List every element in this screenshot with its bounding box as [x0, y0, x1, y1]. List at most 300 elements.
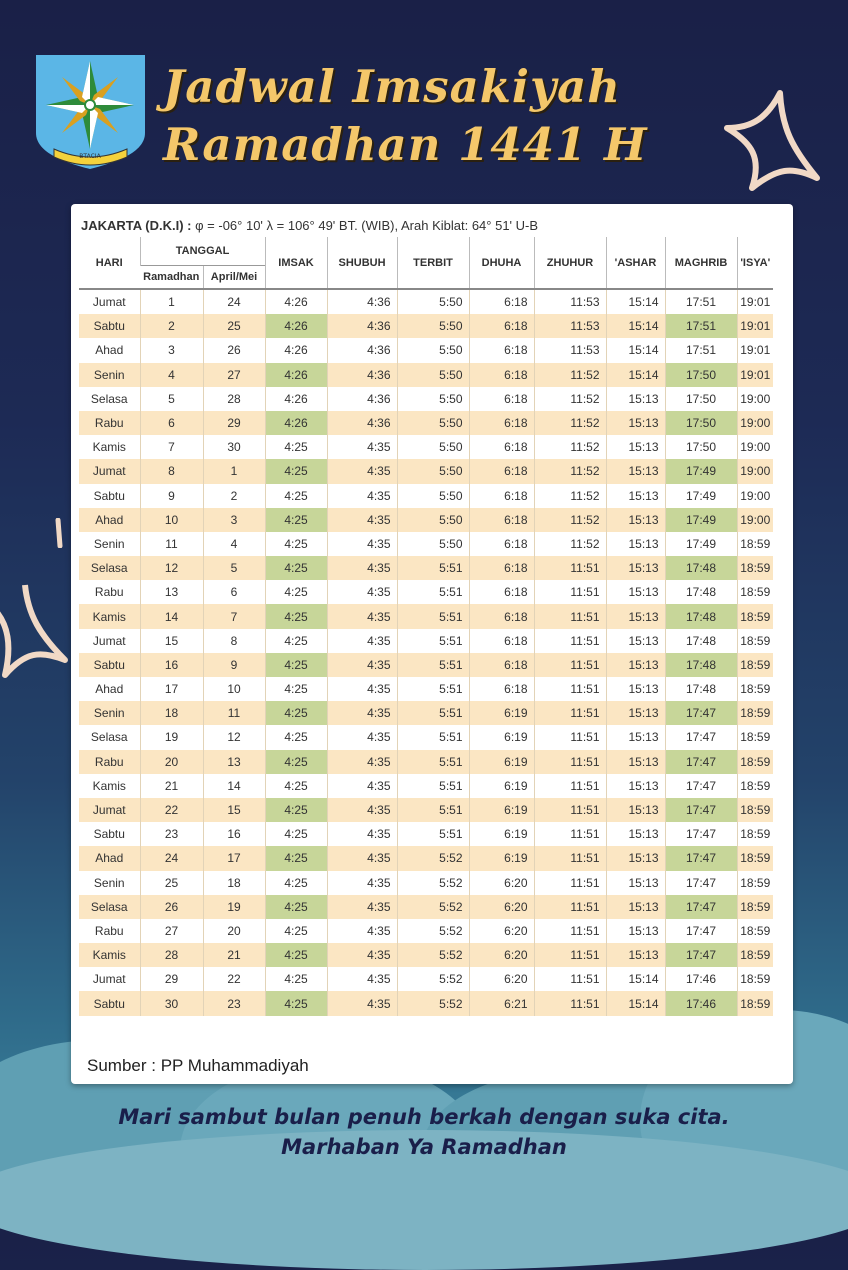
cell-april-mei: 6 — [203, 580, 265, 604]
cell-isya: 19:01 — [737, 338, 773, 362]
cell-shubuh: 4:35 — [327, 677, 397, 701]
header-tanggal: TANGGAL — [140, 237, 265, 266]
cell-dhuha: 6:18 — [469, 411, 534, 435]
cell-april-mei: 9 — [203, 653, 265, 677]
cell-zhuhur: 11:53 — [534, 314, 606, 338]
footer-line-2: Marhaban Ya Ramadhan — [281, 1135, 567, 1159]
cell-zhuhur: 11:52 — [534, 435, 606, 459]
cell-imsak: 4:25 — [265, 532, 327, 556]
cell-zhuhur: 11:52 — [534, 411, 606, 435]
cell-isya: 18:59 — [737, 822, 773, 846]
cell-april-mei: 1 — [203, 459, 265, 483]
cell-dhuha: 6:18 — [469, 484, 534, 508]
table-row — [79, 725, 773, 749]
cell-shubuh: 4:36 — [327, 289, 397, 314]
cell-terbit: 5:50 — [397, 435, 469, 459]
cell-shubuh: 4:35 — [327, 725, 397, 749]
cell-ashar: 15:13 — [606, 701, 665, 725]
cell-terbit: 5:52 — [397, 919, 469, 943]
cell-april-mei: 18 — [203, 871, 265, 895]
cell-imsak: 4:25 — [265, 580, 327, 604]
cell-terbit: 5:50 — [397, 338, 469, 362]
cell-shubuh: 4:35 — [327, 919, 397, 943]
cell-imsak: 4:25 — [265, 967, 327, 991]
cell-april-mei: 28 — [203, 387, 265, 411]
cell-ramadhan: 11 — [140, 532, 203, 556]
cell-imsak: 4:25 — [265, 653, 327, 677]
cell-shubuh: 4:35 — [327, 653, 397, 677]
cell-dhuha: 6:18 — [469, 532, 534, 556]
cell-isya: 18:59 — [737, 725, 773, 749]
cell-ramadhan: 29 — [140, 967, 203, 991]
table-row — [79, 846, 773, 870]
cell-april-mei: 20 — [203, 919, 265, 943]
page-title — [163, 58, 763, 174]
cell-hari: Ahad — [79, 846, 140, 870]
cell-terbit: 5:50 — [397, 363, 469, 387]
cell-shubuh: 4:35 — [327, 532, 397, 556]
cell-ashar: 15:13 — [606, 943, 665, 967]
cell-zhuhur: 11:52 — [534, 363, 606, 387]
table-row — [79, 871, 773, 895]
cell-ashar: 15:13 — [606, 508, 665, 532]
cell-dhuha: 6:18 — [469, 653, 534, 677]
cell-hari: Jumat — [92, 295, 126, 310]
cell-hari: Selasa — [79, 895, 140, 919]
cell-ramadhan: 28 — [140, 943, 203, 967]
cell-ramadhan: 6 — [140, 411, 203, 435]
cell-maghrib: 17:48 — [665, 653, 737, 677]
cell-april-mei: 30 — [203, 435, 265, 459]
title-line-2: Ramadhan 1441 H — [163, 118, 648, 171]
cell-ashar: 15:13 — [606, 435, 665, 459]
cell-ashar: 15:13 — [606, 532, 665, 556]
cell-april-mei: 11 — [203, 701, 265, 725]
cell-dhuha: 6:19 — [469, 750, 534, 774]
cell-isya: 19:00 — [737, 484, 773, 508]
cell-imsak: 4:25 — [265, 604, 327, 628]
cell-shubuh: 4:35 — [327, 774, 397, 798]
cell-ashar: 15:13 — [606, 387, 665, 411]
cell-terbit: 5:50 — [397, 289, 469, 314]
cell-imsak: 4:25 — [265, 774, 327, 798]
table-row — [79, 750, 773, 774]
location-details: φ = -06° 10' λ = 106° 49' BT. (WIB), Arah Kiblat: 64° 51' U-B — [195, 218, 539, 233]
cell-april-mei: 15 — [203, 798, 265, 822]
cell-maghrib: 17:49 — [665, 459, 737, 483]
cell-ramadhan: 13 — [140, 580, 203, 604]
cell-dhuha: 6:20 — [469, 895, 534, 919]
cell-maghrib: 17:47 — [665, 701, 737, 725]
cell-isya: 18:59 — [737, 580, 773, 604]
cell-isya: 18:59 — [737, 798, 773, 822]
cell-zhuhur: 11:51 — [534, 725, 606, 749]
table-row — [79, 774, 773, 798]
cell-hari: Ahad — [79, 508, 140, 532]
cell-shubuh: 4:35 — [327, 556, 397, 580]
cell-ashar: 15:13 — [606, 556, 665, 580]
cell-ramadhan: 21 — [140, 774, 203, 798]
cell-zhuhur: 11:51 — [534, 919, 606, 943]
cell-april-mei: 26 — [203, 338, 265, 362]
cell-hari: Rabu — [94, 923, 124, 938]
cell-shubuh: 4:35 — [327, 846, 397, 870]
cell-maghrib: 17:47 — [665, 798, 737, 822]
cell-april-mei: 12 — [203, 725, 265, 749]
cell-isya: 18:59 — [737, 991, 773, 1015]
cell-dhuha: 6:19 — [469, 798, 534, 822]
cell-hari: Selasa — [90, 391, 128, 406]
cell-imsak: 4:25 — [265, 991, 327, 1015]
header-isya: 'ISYA' — [737, 237, 773, 289]
cell-isya: 18:59 — [737, 701, 773, 725]
cell-maghrib: 17:46 — [665, 967, 737, 991]
cell-april-mei: 2 — [203, 484, 265, 508]
source-note: Sumber : PP Muhammadiyah — [87, 1056, 309, 1075]
cell-zhuhur: 11:52 — [534, 459, 606, 483]
cell-imsak: 4:25 — [265, 435, 327, 459]
cell-imsak: 4:25 — [265, 508, 327, 532]
cell-isya: 19:01 — [737, 314, 773, 338]
cell-maghrib: 17:47 — [665, 943, 737, 967]
cell-terbit: 5:52 — [397, 991, 469, 1015]
cell-isya: 18:59 — [737, 895, 773, 919]
cell-april-mei: 25 — [203, 314, 265, 338]
cell-zhuhur: 11:51 — [534, 580, 606, 604]
cell-april-mei: 19 — [203, 895, 265, 919]
cell-dhuha: 6:19 — [469, 774, 534, 798]
cell-dhuha: 6:19 — [469, 725, 534, 749]
cell-hari: Sabtu — [93, 827, 125, 842]
cell-terbit: 5:51 — [397, 701, 469, 725]
cell-april-mei: 22 — [203, 967, 265, 991]
table-row — [79, 629, 773, 653]
cell-isya: 19:01 — [737, 363, 773, 387]
cell-zhuhur: 11:51 — [534, 701, 606, 725]
cell-terbit: 5:50 — [397, 459, 469, 483]
cell-imsak: 4:25 — [265, 846, 327, 870]
cell-hari: Ahad — [95, 343, 124, 358]
cell-maghrib: 17:47 — [665, 822, 737, 846]
cell-zhuhur: 11:51 — [534, 677, 606, 701]
cell-dhuha: 6:18 — [469, 508, 534, 532]
cell-zhuhur: 11:51 — [534, 895, 606, 919]
cell-maghrib: 17:50 — [665, 387, 737, 411]
cell-april-mei: 27 — [203, 363, 265, 387]
cell-ashar: 15:14 — [606, 967, 665, 991]
title-line-1: Jadwal Imsakiyah — [163, 60, 622, 113]
cell-hari: Ahad — [95, 682, 124, 697]
cell-imsak: 4:25 — [265, 895, 327, 919]
cell-april-mei: 3 — [203, 508, 265, 532]
cell-zhuhur: 11:51 — [534, 991, 606, 1015]
header-imsak: IMSAK — [265, 237, 327, 289]
cell-hari: Rabu — [94, 585, 124, 600]
cell-ashar: 15:13 — [606, 919, 665, 943]
cell-imsak: 4:25 — [265, 629, 327, 653]
cell-zhuhur: 11:52 — [534, 532, 606, 556]
cell-hari: Rabu — [79, 750, 140, 774]
cell-shubuh: 4:36 — [327, 314, 397, 338]
header-maghrib: MAGHRIB — [665, 237, 737, 289]
cell-dhuha: 6:20 — [469, 967, 534, 991]
cell-hari: Sabtu — [79, 314, 140, 338]
cell-zhuhur: 11:51 — [534, 750, 606, 774]
cell-isya: 18:59 — [737, 677, 773, 701]
footer-line-1: Mari sambut bulan penuh berkah dengan suka cita. — [118, 1105, 730, 1129]
cell-april-mei: 23 — [203, 991, 265, 1015]
cell-hari: Kamis — [79, 604, 140, 628]
cell-zhuhur: 11:51 — [534, 774, 606, 798]
table-row — [79, 289, 773, 314]
cell-april-mei: 5 — [203, 556, 265, 580]
cell-dhuha: 6:18 — [469, 338, 534, 362]
cell-april-mei: 8 — [203, 629, 265, 653]
cell-ramadhan: 22 — [140, 798, 203, 822]
cell-hari: Senin — [93, 536, 125, 551]
cell-dhuha: 6:18 — [469, 289, 534, 314]
cell-zhuhur: 11:51 — [534, 556, 606, 580]
cell-ramadhan: 17 — [140, 677, 203, 701]
cell-maghrib: 17:46 — [665, 991, 737, 1015]
cell-hari: Jumat — [79, 798, 140, 822]
cell-shubuh: 4:35 — [327, 943, 397, 967]
cell-imsak: 4:26 — [265, 363, 327, 387]
cell-isya: 19:00 — [737, 411, 773, 435]
table-row — [79, 459, 773, 483]
table-row — [79, 822, 773, 846]
cell-maghrib: 17:49 — [665, 532, 737, 556]
cell-ramadhan: 26 — [140, 895, 203, 919]
cell-isya: 18:59 — [737, 943, 773, 967]
cell-hari: Sabtu — [79, 653, 140, 677]
cell-shubuh: 4:36 — [327, 363, 397, 387]
cell-ramadhan: 8 — [140, 459, 203, 483]
cell-ramadhan: 10 — [140, 508, 203, 532]
cell-dhuha: 6:18 — [469, 629, 534, 653]
cell-shubuh: 4:35 — [327, 459, 397, 483]
cell-ramadhan: 1 — [140, 289, 203, 314]
table-row — [79, 508, 773, 532]
cell-ashar: 15:14 — [606, 363, 665, 387]
cell-imsak: 4:26 — [265, 289, 327, 314]
schedule-body — [79, 289, 773, 1016]
cell-ramadhan: 4 — [140, 363, 203, 387]
cell-terbit: 5:51 — [397, 556, 469, 580]
cell-isya: 18:59 — [737, 750, 773, 774]
table-row — [79, 532, 773, 556]
cell-isya: 19:00 — [737, 435, 773, 459]
cell-dhuha: 6:20 — [469, 871, 534, 895]
cell-dhuha: 6:18 — [469, 604, 534, 628]
cell-imsak: 4:25 — [265, 459, 327, 483]
sparkle-icon — [0, 580, 70, 680]
cell-ramadhan: 9 — [140, 484, 203, 508]
cell-hari: Selasa — [90, 730, 128, 745]
cell-maghrib: 17:51 — [665, 338, 737, 362]
cell-dhuha: 6:19 — [469, 846, 534, 870]
cell-imsak: 4:26 — [265, 338, 327, 362]
cell-ramadhan: 18 — [140, 701, 203, 725]
cell-maghrib: 17:50 — [665, 411, 737, 435]
cell-ashar: 15:13 — [606, 653, 665, 677]
cell-ashar: 15:13 — [606, 822, 665, 846]
cell-ashar: 15:13 — [606, 411, 665, 435]
cell-shubuh: 4:35 — [327, 991, 397, 1015]
cell-dhuha: 6:18 — [469, 363, 534, 387]
cell-ashar: 15:14 — [606, 991, 665, 1015]
cell-maghrib: 17:47 — [665, 725, 737, 749]
cell-maghrib: 17:47 — [665, 846, 737, 870]
cell-terbit: 5:50 — [397, 314, 469, 338]
table-row — [79, 604, 773, 628]
cell-shubuh: 4:35 — [327, 629, 397, 653]
cell-ramadhan: 2 — [140, 314, 203, 338]
cell-shubuh: 4:35 — [327, 895, 397, 919]
cell-terbit: 5:51 — [397, 677, 469, 701]
cell-terbit: 5:51 — [397, 580, 469, 604]
cell-ashar: 15:13 — [606, 725, 665, 749]
cell-zhuhur: 11:51 — [534, 822, 606, 846]
cell-maghrib: 17:50 — [665, 435, 737, 459]
cell-isya: 18:59 — [737, 653, 773, 677]
cell-maghrib: 17:47 — [665, 774, 737, 798]
cell-april-mei: 13 — [203, 750, 265, 774]
cell-ashar: 15:13 — [606, 750, 665, 774]
cell-terbit: 5:51 — [397, 653, 469, 677]
table-row — [79, 701, 773, 725]
cell-imsak: 4:25 — [265, 677, 327, 701]
cell-shubuh: 4:36 — [327, 338, 397, 362]
cell-ashar: 15:13 — [606, 484, 665, 508]
cell-imsak: 4:25 — [265, 556, 327, 580]
cell-terbit: 5:51 — [397, 629, 469, 653]
cell-dhuha: 6:19 — [469, 701, 534, 725]
cell-imsak: 4:26 — [265, 411, 327, 435]
cell-shubuh: 4:35 — [327, 484, 397, 508]
cell-ramadhan: 24 — [140, 846, 203, 870]
cell-hari: Kamis — [92, 778, 126, 793]
table-row — [79, 798, 773, 822]
cell-ashar: 15:13 — [606, 798, 665, 822]
cell-hari: Senin — [93, 875, 125, 890]
cell-imsak: 4:25 — [265, 943, 327, 967]
cell-hari: Sabtu — [93, 488, 125, 503]
cell-terbit: 5:52 — [397, 895, 469, 919]
cell-maghrib: 17:47 — [665, 895, 737, 919]
cell-isya: 18:59 — [737, 556, 773, 580]
cell-dhuha: 6:19 — [469, 822, 534, 846]
cell-zhuhur: 11:53 — [534, 289, 606, 314]
header-hari: HARI — [95, 256, 123, 269]
cell-maghrib: 17:48 — [665, 604, 737, 628]
header-dhuha: DHUHA — [469, 237, 534, 289]
cell-terbit: 5:52 — [397, 871, 469, 895]
cell-zhuhur: 11:51 — [534, 943, 606, 967]
cell-isya: 18:59 — [737, 774, 773, 798]
cell-ashar: 15:13 — [606, 629, 665, 653]
table-row — [79, 363, 773, 387]
cell-isya: 18:59 — [737, 629, 773, 653]
cell-ramadhan: 23 — [140, 822, 203, 846]
cell-ashar: 15:13 — [606, 580, 665, 604]
cell-ramadhan: 5 — [140, 387, 203, 411]
cell-zhuhur: 11:51 — [534, 604, 606, 628]
cell-hari: Kamis — [79, 943, 140, 967]
cell-ashar: 15:13 — [606, 871, 665, 895]
cell-april-mei: 7 — [203, 604, 265, 628]
cell-ramadhan: 16 — [140, 653, 203, 677]
cell-ashar: 15:13 — [606, 459, 665, 483]
cell-dhuha: 6:20 — [469, 943, 534, 967]
cell-isya: 19:00 — [737, 508, 773, 532]
cell-hari: Selasa — [79, 556, 140, 580]
cell-april-mei: 14 — [203, 774, 265, 798]
cell-shubuh: 4:35 — [327, 580, 397, 604]
cell-zhuhur: 11:51 — [534, 629, 606, 653]
header-ramadhan: Ramadhan — [140, 266, 203, 290]
cell-maghrib: 17:49 — [665, 484, 737, 508]
cell-maghrib: 17:49 — [665, 508, 737, 532]
location-name: JAKARTA (D.K.I) : — [81, 218, 192, 233]
table-row — [79, 338, 773, 362]
cell-isya: 18:59 — [737, 871, 773, 895]
cell-ramadhan: 15 — [140, 629, 203, 653]
cell-terbit: 5:50 — [397, 387, 469, 411]
cell-zhuhur: 11:51 — [534, 967, 606, 991]
cell-zhuhur: 11:51 — [534, 798, 606, 822]
cell-imsak: 4:25 — [265, 919, 327, 943]
cell-maghrib: 17:47 — [665, 919, 737, 943]
cell-shubuh: 4:35 — [327, 508, 397, 532]
header-ashar: 'ASHAR — [606, 237, 665, 289]
table-row — [79, 314, 773, 338]
cell-isya: 18:59 — [737, 604, 773, 628]
cell-terbit: 5:51 — [397, 774, 469, 798]
cell-ramadhan: 3 — [140, 338, 203, 362]
cell-terbit: 5:52 — [397, 846, 469, 870]
cell-hari: Jumat — [79, 459, 140, 483]
cell-april-mei: 16 — [203, 822, 265, 846]
cell-dhuha: 6:20 — [469, 919, 534, 943]
cell-hari: Kamis — [92, 440, 126, 455]
cell-april-mei: 21 — [203, 943, 265, 967]
cell-ramadhan: 14 — [140, 604, 203, 628]
cell-maghrib: 17:50 — [665, 363, 737, 387]
cell-shubuh: 4:36 — [327, 411, 397, 435]
cell-ramadhan: 7 — [140, 435, 203, 459]
logo-icon — [34, 53, 147, 170]
cell-terbit: 5:52 — [397, 967, 469, 991]
cell-terbit: 5:51 — [397, 725, 469, 749]
table-row — [79, 919, 773, 943]
cell-shubuh: 4:36 — [327, 387, 397, 411]
cell-shubuh: 4:35 — [327, 967, 397, 991]
cell-ramadhan: 19 — [140, 725, 203, 749]
cell-dhuha: 6:21 — [469, 991, 534, 1015]
cell-zhuhur: 11:52 — [534, 508, 606, 532]
cell-shubuh: 4:35 — [327, 604, 397, 628]
header-shubuh: SHUBUH — [327, 237, 397, 289]
header-zhuhur: ZHUHUR — [534, 237, 606, 289]
cell-maghrib: 17:51 — [665, 289, 737, 314]
cell-maghrib: 17:51 — [665, 314, 737, 338]
cell-isya: 18:59 — [737, 919, 773, 943]
location-info — [81, 218, 538, 233]
table-row — [79, 967, 773, 991]
table-row — [79, 895, 773, 919]
cell-ashar: 15:13 — [606, 846, 665, 870]
